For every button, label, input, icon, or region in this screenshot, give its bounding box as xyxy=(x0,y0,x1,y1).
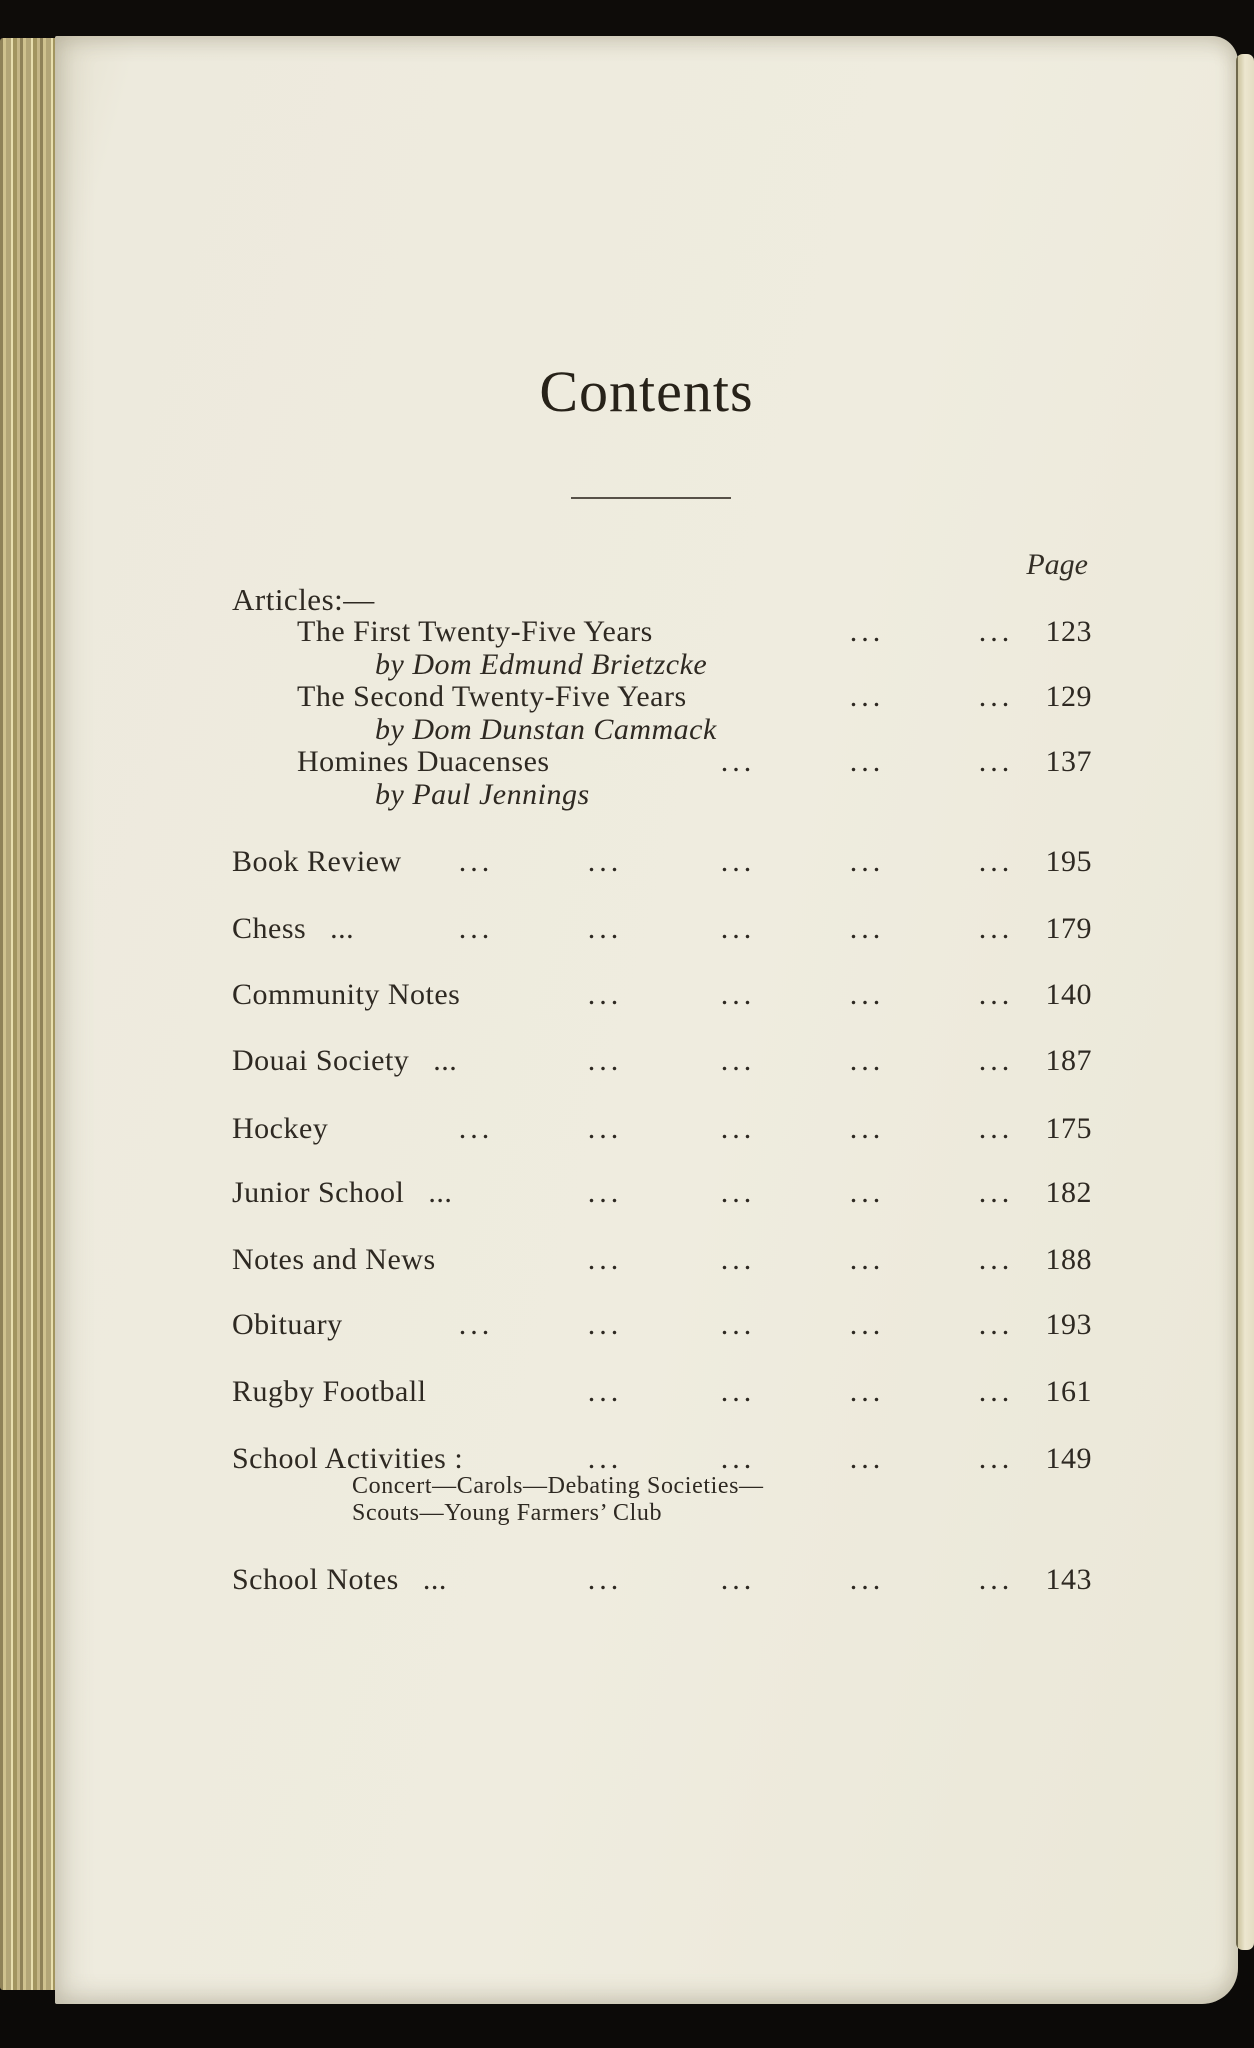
articles-section-label: Articles:— xyxy=(232,582,375,617)
leader-dots: ... xyxy=(978,1563,1014,1596)
leader-dots: ... xyxy=(978,680,1014,713)
leader-dots: ... xyxy=(587,1176,623,1209)
leader-dots: ... xyxy=(720,1375,756,1408)
toc-row xyxy=(55,1500,1238,1542)
leader-dots: ... xyxy=(458,1112,494,1145)
leader-dots: ... xyxy=(978,912,1014,945)
toc-row xyxy=(55,845,1238,887)
toc-row xyxy=(55,1176,1238,1218)
leader-dots: ... xyxy=(978,1308,1014,1341)
leader-dots: ... xyxy=(978,845,1014,878)
entry-title: Rugby Football xyxy=(232,1375,427,1408)
leader-dots: ... xyxy=(458,1308,494,1341)
toc-row xyxy=(55,1112,1238,1154)
page-number: 137 xyxy=(1045,745,1092,778)
leader-dots: ... xyxy=(720,1563,756,1596)
leader-dots: ... xyxy=(587,1243,623,1276)
toc-row xyxy=(55,1563,1238,1605)
leader-dots: ... xyxy=(587,978,623,1011)
entry-title: Chess ... xyxy=(232,912,355,945)
leader-dots: ... xyxy=(720,1044,756,1077)
toc-row xyxy=(55,778,1238,820)
leader-dots: ... xyxy=(720,1442,756,1475)
toc-row xyxy=(55,1375,1238,1417)
page-number: 140 xyxy=(1045,978,1092,1011)
toc-row xyxy=(55,1308,1238,1350)
toc-row xyxy=(55,912,1238,954)
fore-edge-strip xyxy=(1236,54,1254,1950)
page-number: 129 xyxy=(1045,680,1092,713)
entry-title: The First Twenty-Five Years xyxy=(297,615,653,648)
leader-dots: ... xyxy=(849,1563,885,1596)
leader-dots: ... xyxy=(978,978,1014,1011)
leader-dots: ... xyxy=(978,615,1014,648)
page-number: 123 xyxy=(1045,615,1092,648)
leader-dots: ... xyxy=(587,845,623,878)
leader-dots: ... xyxy=(849,1442,885,1475)
page-number: 188 xyxy=(1045,1243,1092,1276)
toc-body xyxy=(55,36,1238,2004)
leader-dots: ... xyxy=(849,1308,885,1341)
leader-dots: ... xyxy=(978,1442,1014,1475)
entry-title: Junior School ... xyxy=(232,1176,453,1209)
page-number: 195 xyxy=(1045,845,1092,878)
leader-dots: ... xyxy=(849,845,885,878)
leader-dots: ... xyxy=(849,615,885,648)
leader-dots: ... xyxy=(720,1176,756,1209)
leader-dots: ... xyxy=(587,1442,623,1475)
leader-dots: ... xyxy=(720,1243,756,1276)
page-stack-edges xyxy=(0,38,58,1990)
leader-dots: ... xyxy=(458,845,494,878)
page-number: 175 xyxy=(1045,1112,1092,1145)
entry-title: School Activities : xyxy=(232,1442,464,1475)
toc-row xyxy=(55,1044,1238,1086)
leader-dots: ... xyxy=(587,1044,623,1077)
entry-title: Book Review xyxy=(232,845,402,878)
page-number: 161 xyxy=(1045,1375,1092,1408)
leader-dots: ... xyxy=(849,1044,885,1077)
leader-dots: ... xyxy=(978,1375,1014,1408)
toc-row xyxy=(55,1243,1238,1285)
entry-subline: Concert—Carols—Debating Societies— xyxy=(352,1473,764,1499)
leader-dots: ... xyxy=(587,1563,623,1596)
leader-dots: ... xyxy=(849,1176,885,1209)
entry-title: Hockey xyxy=(232,1112,329,1145)
leader-dots: ... xyxy=(720,1308,756,1341)
toc-row xyxy=(55,978,1238,1020)
leader-dots: ... xyxy=(587,1375,623,1408)
entry-byline: by Dom Edmund Brietzcke xyxy=(375,648,708,681)
leader-dots: ... xyxy=(720,845,756,878)
leader-dots: ... xyxy=(587,1112,623,1145)
entry-title: Douai Society ... xyxy=(232,1044,458,1077)
leader-dots: ... xyxy=(587,912,623,945)
page-number: 187 xyxy=(1045,1044,1092,1077)
leader-dots: ... xyxy=(978,1112,1014,1145)
leader-dots: ... xyxy=(458,912,494,945)
leader-dots: ... xyxy=(849,745,885,778)
leader-dots: ... xyxy=(978,1176,1014,1209)
leader-dots: ... xyxy=(978,1044,1014,1077)
entry-title: School Notes ... xyxy=(232,1563,447,1596)
entry-byline: by Dom Dunstan Cammack xyxy=(375,713,717,746)
page-column-label: Page xyxy=(1026,548,1088,581)
entry-title: The Second Twenty-Five Years xyxy=(297,680,687,713)
page-number: 179 xyxy=(1045,912,1092,945)
entry-title: Homines Duacenses xyxy=(297,745,550,778)
book-page xyxy=(55,36,1238,2004)
page-number: 182 xyxy=(1045,1176,1092,1209)
leader-dots: ... xyxy=(849,1243,885,1276)
leader-dots: ... xyxy=(720,912,756,945)
entry-title: Obituary xyxy=(232,1308,343,1341)
leader-dots: ... xyxy=(720,1112,756,1145)
leader-dots: ... xyxy=(978,745,1014,778)
leader-dots: ... xyxy=(849,680,885,713)
leader-dots: ... xyxy=(720,745,756,778)
leader-dots: ... xyxy=(849,1112,885,1145)
leader-dots: ... xyxy=(978,1243,1014,1276)
leader-dots: ... xyxy=(587,1308,623,1341)
leader-dots: ... xyxy=(849,978,885,1011)
entry-title: Notes and News xyxy=(232,1243,436,1276)
page-number: 149 xyxy=(1045,1442,1092,1475)
entry-byline: by Paul Jennings xyxy=(375,778,590,811)
entry-subline: Scouts—Young Farmers’ Club xyxy=(352,1500,663,1526)
leader-dots: ... xyxy=(849,912,885,945)
entry-title: Community Notes xyxy=(232,978,461,1011)
page-number: 193 xyxy=(1045,1308,1092,1341)
leader-dots: ... xyxy=(849,1375,885,1408)
page-title: Contents xyxy=(539,359,754,424)
page-number: 143 xyxy=(1045,1563,1092,1596)
leader-dots: ... xyxy=(720,978,756,1011)
